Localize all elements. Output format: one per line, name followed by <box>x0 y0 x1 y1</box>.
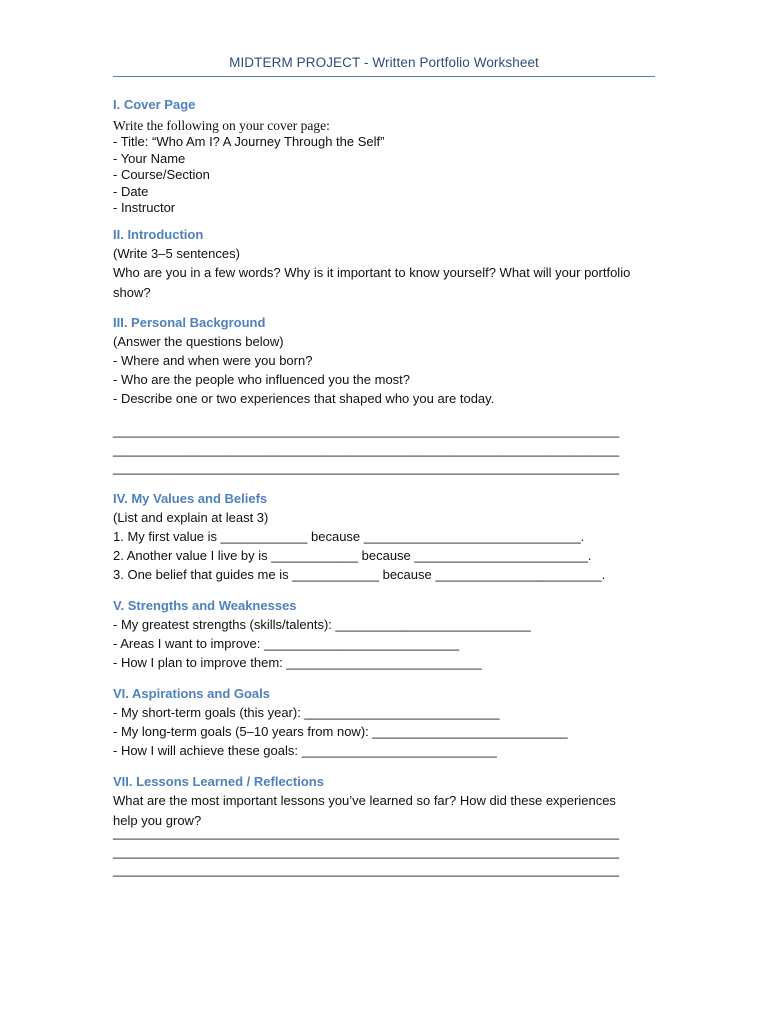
section-note: (List and explain at least 3) <box>113 510 269 525</box>
section-heading: IV. My Values and Beliefs <box>113 491 268 506</box>
fill-in-item[interactable]: 1. My first value is ____________ because ______________________________. <box>113 529 585 544</box>
section-cover-page <box>113 96 655 217</box>
fill-in-item[interactable]: - How I will achieve these goals: ___________________________ <box>113 743 497 758</box>
section-heading: III. Personal Background <box>113 315 266 330</box>
section-strengths-weaknesses <box>113 597 655 672</box>
section-heading: I. Cover Page <box>113 97 196 112</box>
list-item: - Instructor <box>113 200 176 215</box>
section-text: What are the most important lessons you’ve learned so far? How did these experiences help you grow? <box>113 793 616 828</box>
answer-line[interactable]: ______________________________________________________________________ <box>113 862 620 877</box>
answer-line[interactable]: ______________________________________________________________________ <box>113 423 620 438</box>
fill-in-item[interactable]: - How I plan to improve them: ___________________________ <box>113 655 482 670</box>
list-item: - Title: “Who Am I? A Journey Through the Self” <box>113 134 385 149</box>
fill-in-item[interactable]: 3. One belief that guides me is ____________ because _______________________. <box>113 567 606 582</box>
section-aspirations-goals <box>113 685 655 760</box>
fill-in-item[interactable]: 2. Another value I live by is ____________ because ________________________. <box>113 548 592 563</box>
document-title: MIDTERM PROJECT - Written Portfolio Worksheet <box>229 55 539 70</box>
section-values-beliefs <box>113 490 655 584</box>
section-note: (Answer the questions below) <box>113 334 284 349</box>
section-heading: V. Strengths and Weaknesses <box>113 598 297 613</box>
section-personal-background <box>113 314 655 478</box>
section-lessons-learned <box>113 773 655 880</box>
list-item: - Your Name <box>113 150 186 166</box>
section-heading: VI. Aspirations and Goals <box>113 686 270 701</box>
section-note: (Write 3–5 sentences) <box>113 246 240 261</box>
fill-in-item[interactable]: - My short-term goals (this year): ___________________________ <box>113 705 500 720</box>
cover-intro: Write the following on your cover page: <box>113 118 330 133</box>
list-item: - Course/Section <box>113 167 210 182</box>
section-heading: VII. Lessons Learned / Reflections <box>113 774 324 789</box>
fill-in-item[interactable]: - My long-term goals (5–10 years from now): ___________________________ <box>113 724 568 739</box>
section-heading: II. Introduction <box>113 227 204 242</box>
list-item: - Where and when were you born? <box>113 353 313 368</box>
answer-line[interactable]: ______________________________________________________________________ <box>113 441 620 457</box>
answer-line[interactable]: ______________________________________________________________________ <box>113 843 620 859</box>
section-text: Who are you in a few words? Why is it important to know yourself? What will your portfolio show? <box>113 265 631 300</box>
title-divider <box>113 76 655 77</box>
list-item: - Describe one or two experiences that shaped who you are today. <box>113 391 495 406</box>
fill-in-item[interactable]: - Areas I want to improve: ___________________________ <box>113 636 460 651</box>
list-item: - Date <box>113 183 149 199</box>
fill-in-item[interactable]: - My greatest strengths (skills/talents): ___________________________ <box>113 617 531 632</box>
answer-line[interactable]: ______________________________________________________________________ <box>113 825 620 840</box>
answer-line[interactable]: ______________________________________________________________________ <box>113 460 620 475</box>
section-introduction <box>113 226 655 303</box>
list-item: - Who are the people who influenced you the most? <box>113 372 411 387</box>
